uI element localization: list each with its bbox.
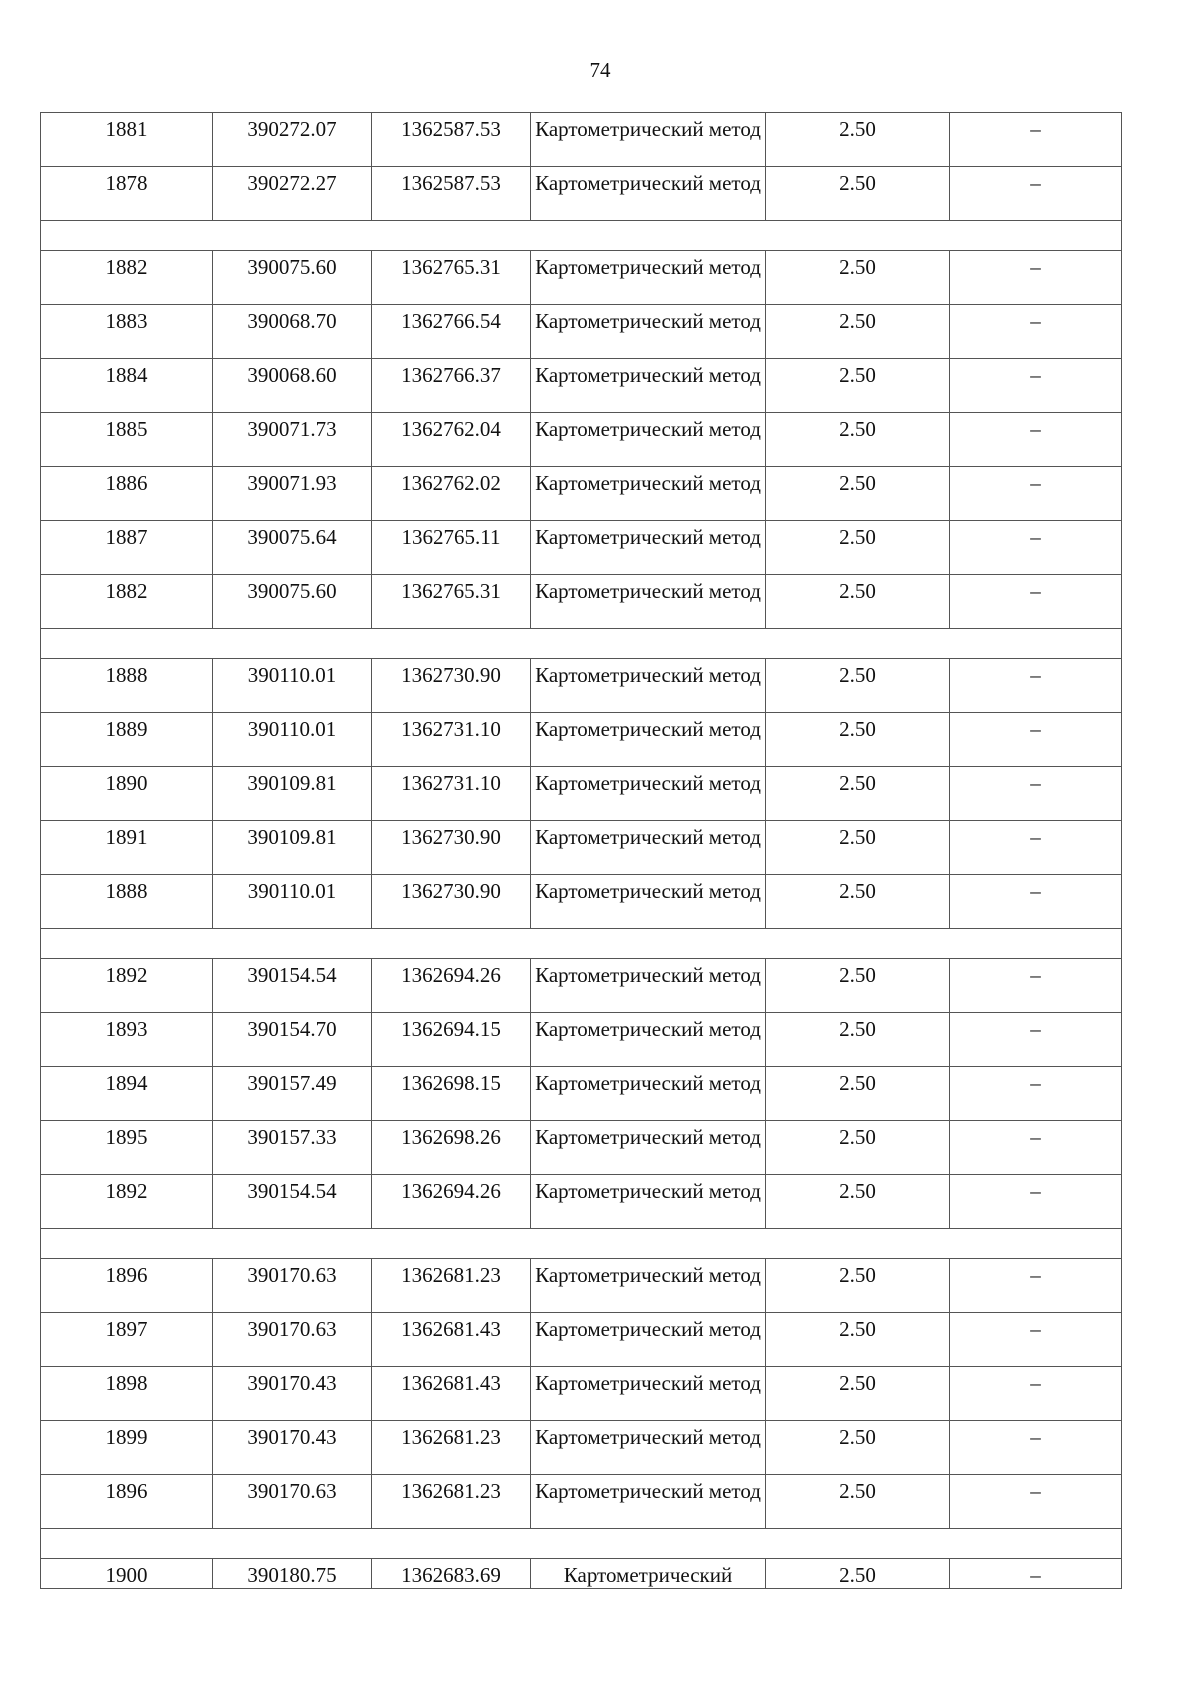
table-row <box>41 1475 1122 1529</box>
x-coordinate-cell: 390154.70 <box>213 1013 372 1067</box>
point-number-cell: 1889 <box>41 713 213 767</box>
method-cell: Картометрический метод <box>531 1259 766 1313</box>
method-cell: Картометрический метод <box>531 467 766 521</box>
y-coordinate-cell: 1362587.53 <box>372 113 531 167</box>
accuracy-cell: 2.50 <box>766 659 950 713</box>
method-cell: Картометрический метод <box>531 1367 766 1421</box>
table-row <box>41 713 1122 767</box>
table-row <box>41 1013 1122 1067</box>
point-number-cell: 1900 <box>41 1559 213 1589</box>
separator-cell <box>41 221 1122 251</box>
accuracy-cell: 2.50 <box>766 713 950 767</box>
y-coordinate-cell: 1362681.43 <box>372 1313 531 1367</box>
method-cell: Картометрический метод <box>531 713 766 767</box>
table-row <box>41 413 1122 467</box>
separator-row <box>41 1529 1122 1559</box>
note-cell: – <box>950 1313 1122 1367</box>
method-cell: Картометрический метод <box>531 1175 766 1229</box>
y-coordinate-cell: 1362731.10 <box>372 713 531 767</box>
x-coordinate-cell: 390170.63 <box>213 1475 372 1529</box>
accuracy-cell: 2.50 <box>766 875 950 929</box>
point-number-cell: 1885 <box>41 413 213 467</box>
x-coordinate-cell: 390154.54 <box>213 1175 372 1229</box>
note-cell: – <box>950 1013 1122 1067</box>
note-cell: – <box>950 959 1122 1013</box>
x-coordinate-cell: 390075.60 <box>213 251 372 305</box>
accuracy-cell: 2.50 <box>766 305 950 359</box>
point-number-cell: 1887 <box>41 521 213 575</box>
method-cell: Картометрический метод <box>531 167 766 221</box>
note-cell: – <box>950 413 1122 467</box>
y-coordinate-cell: 1362765.31 <box>372 575 531 629</box>
method-cell: Картометрический метод <box>531 659 766 713</box>
method-cell: Картометрический метод <box>531 113 766 167</box>
y-coordinate-cell: 1362766.37 <box>372 359 531 413</box>
method-cell: Картометрический <box>531 1559 766 1589</box>
x-coordinate-cell: 390180.75 <box>213 1559 372 1589</box>
accuracy-cell: 2.50 <box>766 467 950 521</box>
table-row <box>41 251 1122 305</box>
note-cell: – <box>950 1475 1122 1529</box>
table-row <box>41 1259 1122 1313</box>
point-number-cell: 1888 <box>41 875 213 929</box>
note-cell: – <box>950 521 1122 575</box>
point-number-cell: 1888 <box>41 659 213 713</box>
x-coordinate-cell: 390157.33 <box>213 1121 372 1175</box>
point-number-cell: 1895 <box>41 1121 213 1175</box>
x-coordinate-cell: 390170.43 <box>213 1367 372 1421</box>
y-coordinate-cell: 1362731.10 <box>372 767 531 821</box>
note-cell: – <box>950 1175 1122 1229</box>
separator-row <box>41 1229 1122 1259</box>
accuracy-cell: 2.50 <box>766 1475 950 1529</box>
y-coordinate-cell: 1362694.15 <box>372 1013 531 1067</box>
accuracy-cell: 2.50 <box>766 959 950 1013</box>
note-cell: – <box>950 251 1122 305</box>
table-row <box>41 767 1122 821</box>
x-coordinate-cell: 390272.07 <box>213 113 372 167</box>
accuracy-cell: 2.50 <box>766 413 950 467</box>
x-coordinate-cell: 390068.70 <box>213 305 372 359</box>
point-number-cell: 1892 <box>41 1175 213 1229</box>
note-cell: – <box>950 113 1122 167</box>
method-cell: Картометрический метод <box>531 251 766 305</box>
x-coordinate-cell: 390068.60 <box>213 359 372 413</box>
accuracy-cell: 2.50 <box>766 1559 950 1589</box>
coordinates-table-body <box>41 113 1122 1589</box>
accuracy-cell: 2.50 <box>766 1313 950 1367</box>
x-coordinate-cell: 390170.63 <box>213 1259 372 1313</box>
y-coordinate-cell: 1362765.11 <box>372 521 531 575</box>
y-coordinate-cell: 1362730.90 <box>372 875 531 929</box>
note-cell: – <box>950 305 1122 359</box>
method-cell: Картометрический метод <box>531 305 766 359</box>
table-row <box>41 521 1122 575</box>
method-cell: Картометрический метод <box>531 821 766 875</box>
separator-row <box>41 929 1122 959</box>
point-number-cell: 1892 <box>41 959 213 1013</box>
table-row <box>41 167 1122 221</box>
x-coordinate-cell: 390170.43 <box>213 1421 372 1475</box>
note-cell: – <box>950 875 1122 929</box>
method-cell: Картометрический метод <box>531 359 766 413</box>
method-cell: Картометрический метод <box>531 1013 766 1067</box>
table-row <box>41 305 1122 359</box>
y-coordinate-cell: 1362762.04 <box>372 413 531 467</box>
x-coordinate-cell: 390110.01 <box>213 875 372 929</box>
method-cell: Картометрический метод <box>531 1121 766 1175</box>
note-cell: – <box>950 1421 1122 1475</box>
y-coordinate-cell: 1362730.90 <box>372 821 531 875</box>
note-cell: – <box>950 467 1122 521</box>
x-coordinate-cell: 390170.63 <box>213 1313 372 1367</box>
x-coordinate-cell: 390071.73 <box>213 413 372 467</box>
table-row <box>41 113 1122 167</box>
accuracy-cell: 2.50 <box>766 1121 950 1175</box>
accuracy-cell: 2.50 <box>766 167 950 221</box>
method-cell: Картометрический метод <box>531 959 766 1013</box>
method-cell: Картометрический метод <box>531 1313 766 1367</box>
note-cell: – <box>950 767 1122 821</box>
accuracy-cell: 2.50 <box>766 1067 950 1121</box>
separator-cell <box>41 1529 1122 1559</box>
table-row <box>41 659 1122 713</box>
page-number: 74 <box>589 58 611 82</box>
separator-cell <box>41 929 1122 959</box>
table-row <box>41 959 1122 1013</box>
separator-cell <box>41 629 1122 659</box>
y-coordinate-cell: 1362694.26 <box>372 959 531 1013</box>
note-cell: – <box>950 1259 1122 1313</box>
y-coordinate-cell: 1362681.23 <box>372 1421 531 1475</box>
table-row <box>41 1313 1122 1367</box>
method-cell: Картометрический метод <box>531 575 766 629</box>
accuracy-cell: 2.50 <box>766 1421 950 1475</box>
y-coordinate-cell: 1362587.53 <box>372 167 531 221</box>
method-cell: Картометрический метод <box>531 413 766 467</box>
x-coordinate-cell: 390109.81 <box>213 821 372 875</box>
y-coordinate-cell: 1362730.90 <box>372 659 531 713</box>
y-coordinate-cell: 1362694.26 <box>372 1175 531 1229</box>
y-coordinate-cell: 1362698.15 <box>372 1067 531 1121</box>
separator-row <box>41 221 1122 251</box>
note-cell: – <box>950 821 1122 875</box>
table-row <box>41 575 1122 629</box>
note-cell: – <box>950 1121 1122 1175</box>
point-number-cell: 1894 <box>41 1067 213 1121</box>
point-number-cell: 1898 <box>41 1367 213 1421</box>
method-cell: Картометрический метод <box>531 875 766 929</box>
point-number-cell: 1882 <box>41 251 213 305</box>
separator-row <box>41 629 1122 659</box>
point-number-cell: 1878 <box>41 167 213 221</box>
point-number-cell: 1881 <box>41 113 213 167</box>
method-cell: Картометрический метод <box>531 767 766 821</box>
accuracy-cell: 2.50 <box>766 251 950 305</box>
method-cell: Картометрический метод <box>531 1067 766 1121</box>
table-row <box>41 1421 1122 1475</box>
accuracy-cell: 2.50 <box>766 1175 950 1229</box>
point-number-cell: 1891 <box>41 821 213 875</box>
point-number-cell: 1896 <box>41 1259 213 1313</box>
point-number-cell: 1890 <box>41 767 213 821</box>
x-coordinate-cell: 390110.01 <box>213 713 372 767</box>
method-cell: Картометрический метод <box>531 1475 766 1529</box>
y-coordinate-cell: 1362766.54 <box>372 305 531 359</box>
table-row <box>41 1367 1122 1421</box>
coordinates-table <box>40 112 1122 1589</box>
table-row <box>41 359 1122 413</box>
y-coordinate-cell: 1362683.69 <box>372 1559 531 1589</box>
table-row <box>41 875 1122 929</box>
table-row <box>41 1121 1122 1175</box>
y-coordinate-cell: 1362762.02 <box>372 467 531 521</box>
accuracy-cell: 2.50 <box>766 113 950 167</box>
point-number-cell: 1883 <box>41 305 213 359</box>
note-cell: – <box>950 167 1122 221</box>
x-coordinate-cell: 390154.54 <box>213 959 372 1013</box>
table-row <box>41 821 1122 875</box>
separator-cell <box>41 1229 1122 1259</box>
note-cell: – <box>950 359 1122 413</box>
x-coordinate-cell: 390110.01 <box>213 659 372 713</box>
x-coordinate-cell: 390109.81 <box>213 767 372 821</box>
x-coordinate-cell: 390071.93 <box>213 467 372 521</box>
y-coordinate-cell: 1362681.23 <box>372 1475 531 1529</box>
table-row <box>41 1067 1122 1121</box>
accuracy-cell: 2.50 <box>766 521 950 575</box>
point-number-cell: 1882 <box>41 575 213 629</box>
y-coordinate-cell: 1362698.26 <box>372 1121 531 1175</box>
point-number-cell: 1896 <box>41 1475 213 1529</box>
note-cell: – <box>950 713 1122 767</box>
point-number-cell: 1899 <box>41 1421 213 1475</box>
accuracy-cell: 2.50 <box>766 359 950 413</box>
point-number-cell: 1886 <box>41 467 213 521</box>
table-row <box>41 1559 1122 1589</box>
y-coordinate-cell: 1362681.43 <box>372 1367 531 1421</box>
table-row <box>41 1175 1122 1229</box>
y-coordinate-cell: 1362765.31 <box>372 251 531 305</box>
accuracy-cell: 2.50 <box>766 1367 950 1421</box>
y-coordinate-cell: 1362681.23 <box>372 1259 531 1313</box>
point-number-cell: 1893 <box>41 1013 213 1067</box>
accuracy-cell: 2.50 <box>766 1013 950 1067</box>
x-coordinate-cell: 390157.49 <box>213 1067 372 1121</box>
note-cell: – <box>950 659 1122 713</box>
method-cell: Картометрический метод <box>531 1421 766 1475</box>
note-cell: – <box>950 575 1122 629</box>
accuracy-cell: 2.50 <box>766 821 950 875</box>
x-coordinate-cell: 390272.27 <box>213 167 372 221</box>
table-row <box>41 467 1122 521</box>
method-cell: Картометрический метод <box>531 521 766 575</box>
point-number-cell: 1884 <box>41 359 213 413</box>
point-number-cell: 1897 <box>41 1313 213 1367</box>
accuracy-cell: 2.50 <box>766 767 950 821</box>
accuracy-cell: 2.50 <box>766 575 950 629</box>
x-coordinate-cell: 390075.60 <box>213 575 372 629</box>
x-coordinate-cell: 390075.64 <box>213 521 372 575</box>
note-cell: – <box>950 1367 1122 1421</box>
accuracy-cell: 2.50 <box>766 1259 950 1313</box>
note-cell: – <box>950 1559 1122 1589</box>
note-cell: – <box>950 1067 1122 1121</box>
